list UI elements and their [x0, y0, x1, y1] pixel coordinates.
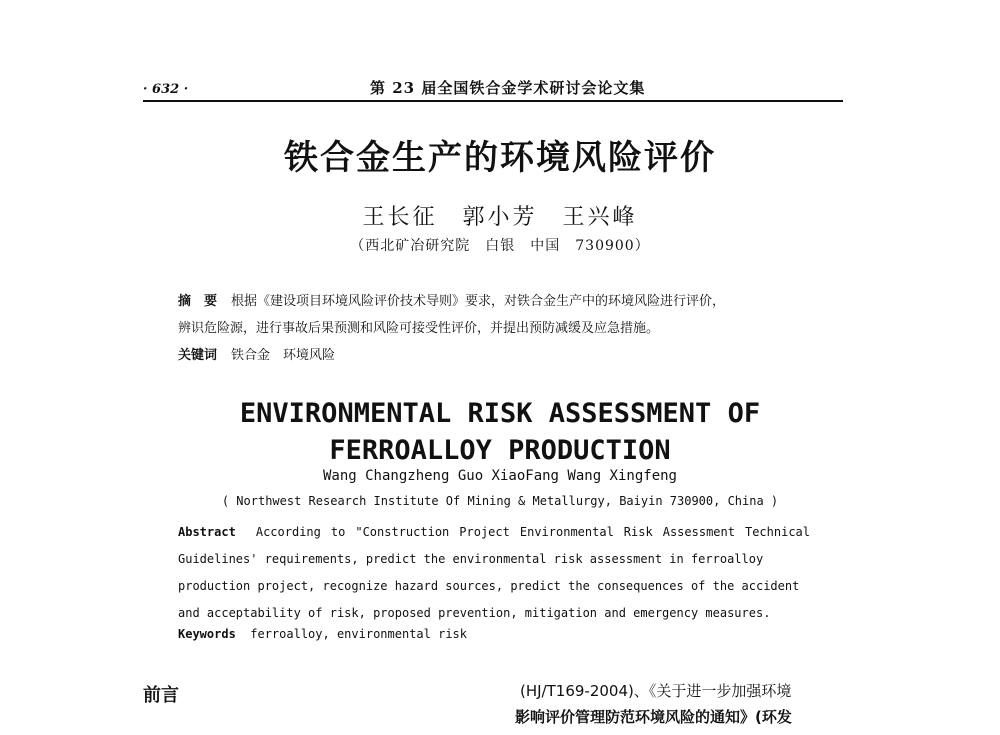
- chinese-abstract-line-2: 辨识危险源，进行事故后果预测和风险可接受性评价，并提出预防减缓及应急措施。: [178, 321, 660, 336]
- english-affiliation: ( Northwest Research Institute Of Mining & Metallurgy, Baiyin 730900, China ): [221, 494, 779, 508]
- chinese-keywords: [178, 344, 335, 363]
- chinese-title: 铁合金生产的环境风险评价: [284, 138, 716, 178]
- page-number: · 632 ·: [143, 82, 189, 97]
- english-title-line-2: FERROALLOY PRODUCTION: [329, 435, 671, 466]
- english-abstract-line-3: production project, recognize hazard sources, predict the consequences of the accident: [178, 579, 800, 593]
- chinese-abstract-text-1: 根据《建设项目环境风险评价技术导则》要求，对铁合金生产中的环境风险进行评价，: [231, 294, 726, 309]
- header-rule: [143, 100, 843, 102]
- english-authors: Wang Changzheng Guo XiaoFang Wang Xingfeng: [322, 468, 677, 484]
- body-text-line-2: 影响评价管理防范环境风险的通知》(环发: [515, 708, 792, 726]
- english-abstract-line-2: Guidelines' requirements, predict the environmental risk assessment in ferroalloy: [178, 552, 764, 566]
- english-keywords-label: Keywords: [178, 627, 236, 641]
- body-text-line-1: (HJ/T169-2004)、《关于进一步加强环境: [520, 682, 792, 700]
- english-abstract-text-1: According to "Construction Project Environmental Risk Assessment Technical: [255, 525, 811, 539]
- english-abstract-line-4: and acceptability of risk, proposed prevention, mitigation and emergency measures.: [178, 606, 771, 620]
- english-abstract-line-1: [178, 519, 810, 546]
- section-heading: 前言: [143, 685, 179, 706]
- english-keywords-text: ferroalloy, environmental risk: [250, 627, 467, 641]
- running-head: 第 23 届全国铁合金学术研讨会论文集: [370, 79, 646, 97]
- english-abstract: [178, 519, 810, 627]
- chinese-abstract-line-1: [178, 290, 725, 309]
- chinese-keywords-text: 铁合金 环境风险: [231, 348, 336, 363]
- chinese-keywords-label: 关键词: [178, 348, 218, 363]
- english-abstract-label: Abstract: [178, 525, 236, 539]
- chinese-authors: 王长征 郭小芳 王兴峰: [362, 205, 638, 230]
- chinese-affiliation: （西北矿冶研究院 白银 中国 730900）: [350, 238, 650, 254]
- english-title: [0, 395, 1000, 469]
- chinese-abstract-label: 摘 要: [178, 294, 218, 309]
- english-keywords: [178, 627, 467, 641]
- english-title-line-1: ENVIRONMENTAL RISK ASSESSMENT OF: [239, 398, 761, 429]
